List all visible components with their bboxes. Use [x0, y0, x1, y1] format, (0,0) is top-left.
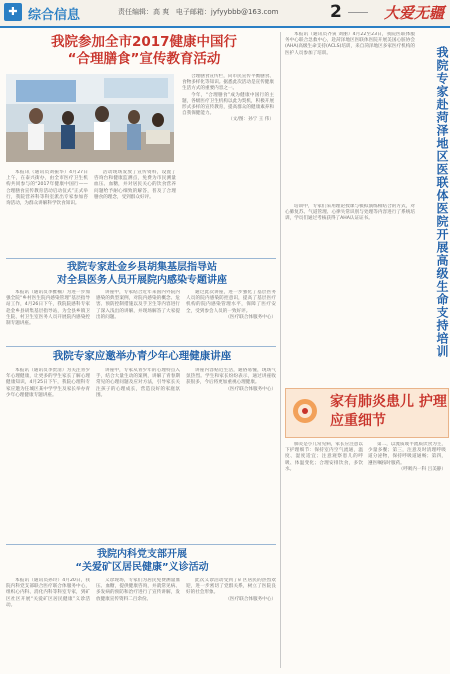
article-2-title-line-2: 对全县医务人员开展院内感染专题讲座 [57, 274, 227, 286]
article-6-banner [285, 388, 449, 438]
article-1-paragraph: 今年，“合理膳食”成为健康中国行的主题，各级医疗卫生机构以此为契机，积极开展形式多样的宣传教育，提高群众的健康素养和自我保健能力。 [182, 92, 274, 117]
article-1-title-line-1: 我院参加全市2017健康中国行 [50, 34, 238, 50]
newspaper-logo-icon: ✚ [4, 3, 22, 21]
article-4-title-line-2: “关爱矿区居民健康”义诊活动 [75, 561, 209, 573]
article-6-paragraph: 肺炎是小儿常见病，家长应注意以下护理细节：保持室内空气流通，温度、湿度适宜；注意观察患儿的呼吸、体温变化；合理安排饮食，多饮水。 [285, 442, 363, 472]
article-4-title-line-1: 我院内科党支部开展 [97, 549, 187, 560]
email-address[interactable]: jyfyybbb@163.com [210, 8, 279, 16]
article-3-col-3 [186, 368, 276, 538]
article-5-col-2 [285, 204, 415, 380]
article-2-title-line-1: 我院专家赴金乡县胡集基层指导站 [67, 262, 217, 273]
page-number-divider [348, 12, 368, 13]
article-1-title [8, 34, 280, 68]
divider-2 [6, 346, 276, 347]
column-divider [280, 32, 281, 668]
article-6-title: 家有肺炎患儿 护理应重细节 [330, 394, 447, 429]
article-3-title-line-1: 我院专家应邀举办青少年心理健康讲座 [52, 350, 232, 362]
article-5-vertical-title: 我院专家赴菏泽地区医联体医院开展高级生命支持培训 [435, 46, 449, 358]
article-3-title [6, 350, 278, 363]
article-6-byline: （呼吸内一科 吕美静） [398, 466, 446, 472]
article-1-photo [6, 74, 174, 162]
article-3-paragraph: 讲座内容贴近生活，通俗易懂，现场气氛热烈。学生和家长纷纷表示，通过讲座收获很多，今后将更加重视心理健康。 [186, 368, 276, 386]
article-5-col-1 [285, 32, 415, 200]
article-1-paragraph: 活动现场发放了宣传资料，设置了咨询台和健康监测点，免费为市民测量血压、血糖，并对居民关心的饮食营养问题给予耐心细致的解答，普及了合理膳食的理念，受到群众好评。 [94, 170, 176, 200]
header-meta [118, 7, 279, 17]
article-3-paragraph: 本报讯（通讯员李贵清）为关注青少年心理健康，让更多的学生家长了解心理健康知识，4月25日下午，我院心理科专家应邀为任城区某中学学生及家长举办青少年心理健康专题讲座。 [6, 368, 90, 398]
article-4-col-3 [186, 578, 276, 668]
editor-label: 责任编辑： [118, 8, 153, 16]
masthead-logo: 大爱无疆 [383, 4, 444, 22]
article-1-paragraph: 本报讯（通讯员刘振华）4月27日上午，在泰兴街办，由全市医疗卫生机构共同参与的“2017年健康中国行——合理膳食宣传教育活动启动仪式”正式举行，我院营养科等科室派出专家参加咨询活动，为群众讲解科学饮食知识。 [6, 170, 88, 207]
article-4-byline: （医疗联合体服务中心） [225, 596, 276, 602]
article-5-paragraph: 本报讯（通讯员齐寅 刘丽）4月22至23日，我院医联体服务中心联合急救中心，赴菏泽地区医联体医院开展美国心脏协会(AHA)高级生命支持(ACLS)培训，来自菏泽地区多家医疗机构的医护人员参加了培训。 [285, 32, 415, 56]
article-2-title [6, 262, 278, 287]
page-header [0, 0, 450, 28]
article-3-paragraph: 讲座中，专家从青少年的心理特点入手，结合大量生动的案例，讲解了青春期常见的心理问题及应对方法，引导家长关注孩子的心理成长，营造良好的家庭氛围。 [96, 368, 180, 398]
article-2-col-3 [186, 290, 276, 344]
email-label: 电子邮箱： [175, 8, 211, 16]
article-4-col-2 [96, 578, 180, 668]
article-5-paragraph: 培训中，专家们采用理论授课与模拟演练相结合的方式，对心肺复苏、气道管理、心律失常识别与处理等内容进行了系统培训，学员们通过考核获得了AHA认证证书。 [285, 204, 415, 222]
article-2-paragraph: 讲座中，专家结合近年来国内外院内感染的典型案例，对院内感染的概念、危害、预防控制措施以及手卫生等内容进行了深入浅出的讲解，并现场解答了大家提出的问题。 [96, 290, 180, 320]
article-4-title [6, 549, 278, 574]
article-1-col-2 [94, 170, 176, 254]
article-6-col-2 [368, 442, 446, 668]
article-2-col-1 [6, 290, 90, 344]
article-1-paragraph: 合理膳食宣传栏，向市民宣传平衡膳食、食物多样化等知识。据悉此次活动是宣传健康生活方式的重要内容之一。 [182, 74, 274, 92]
article-2-paragraph: 本报讯（通讯员李雅楠）为进一步加强全院“乡村医生院内感染管理”基层指导站工作，4月26日下午，我院院感科专家赴金乡县胡集基层指导站，为全县乡镇卫生院、村卫生室医务人员开展院内感染控制专题讲座。 [6, 290, 90, 327]
article-1-title-line-2: “合理膳食”宣传教育活动 [67, 50, 221, 67]
editor-name: 高 爽 [153, 8, 170, 16]
article-6-paragraph: 第二，以流质或半流质饮食为主，少量多餐；第三，注意及时清理呼吸道分泌物，保持呼吸道通畅；第四，遵医嘱按时服药。 [368, 442, 446, 466]
article-2-byline: （医疗联合体服务中心） [225, 314, 276, 320]
article-2-col-2 [96, 290, 180, 344]
article-4-col-1 [6, 578, 90, 668]
article-2-paragraph: 通过此次讲座，进一步强化了基层医务人员的院内感染防控意识，提高了基层医疗机构的院内感染管理水平，保障了医疗安全，受到参会人员的一致好评。 [186, 290, 276, 314]
article-4-paragraph: 义诊现场，专家们为居民免费测量血压、血糖，提供健康咨询，并就常见病、多发病的预防和治疗进行了宣传讲解，发放健康宣传资料二百余份。 [96, 578, 180, 602]
article-1-byline: （文/图：孙宁 王 伟） [228, 117, 274, 123]
article-3-col-1 [6, 368, 90, 538]
section-name: 综合信息 [28, 8, 81, 23]
article-1-col-3 [182, 74, 274, 254]
article-1-col-1 [6, 170, 88, 254]
ribbon-icon [290, 397, 320, 425]
article-3-col-2 [96, 368, 180, 538]
divider-3 [6, 544, 276, 545]
article-4-paragraph: 本报讯（通讯员孙玲）4月20日，我院内科党支部联合医疗联合体服务中心，组织心内科、消化内科等科室专家，到矿区社区开展“关爱矿区居民健康”义诊活动。 [6, 578, 90, 608]
page-number: 2 [330, 2, 342, 22]
article-3-byline: （医疗联合体服务中心） [225, 386, 276, 392]
article-6-col-1 [285, 442, 363, 668]
article-4-paragraph: 此次义诊活动受到了矿区居民的热烈欢迎，进一步密切了党群关系，树立了医院良好的社会形象。 [186, 578, 276, 596]
divider-1 [6, 258, 276, 259]
